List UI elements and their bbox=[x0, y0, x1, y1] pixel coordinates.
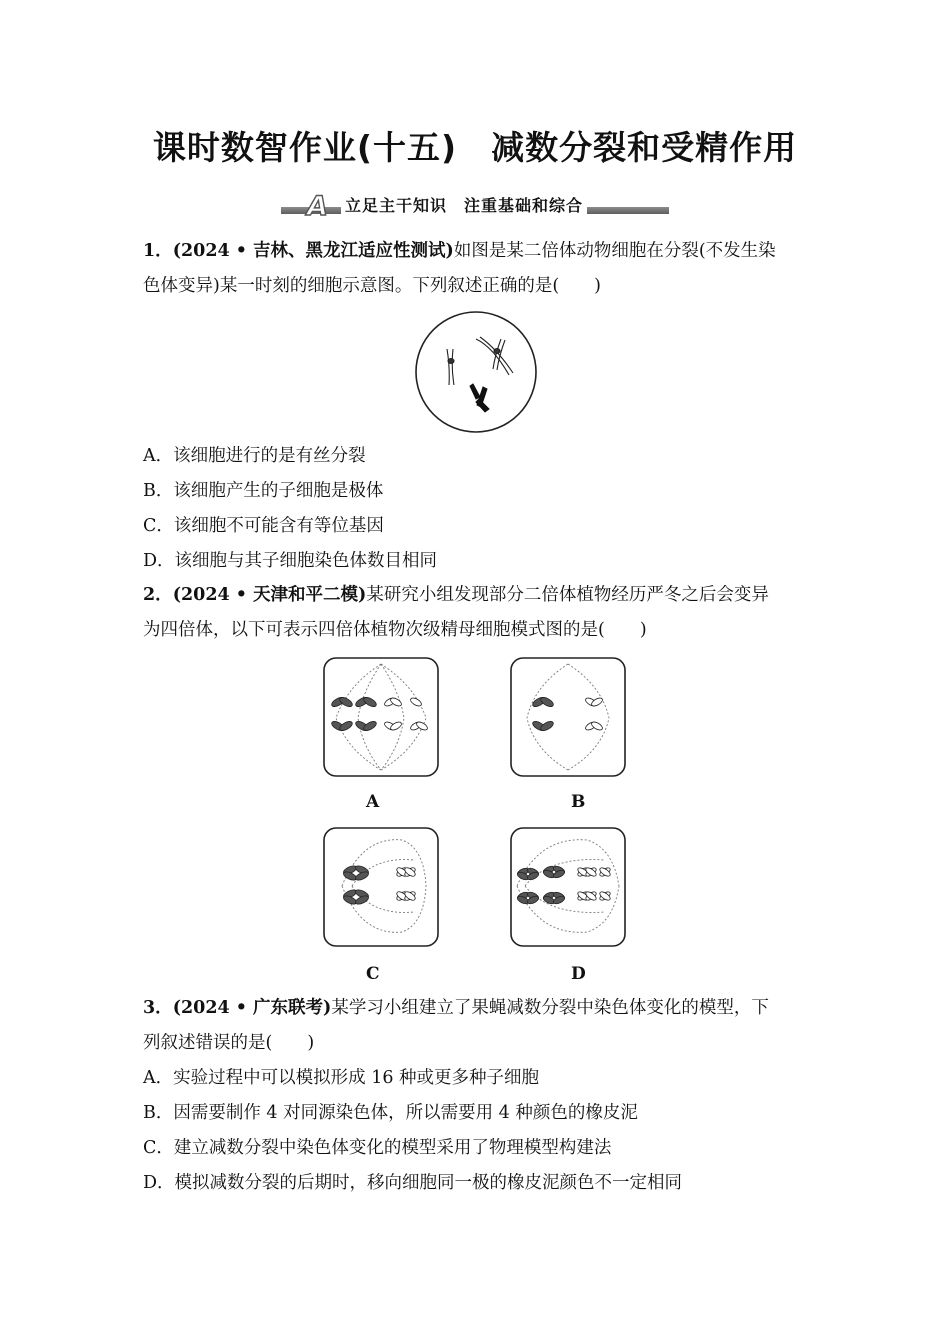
q1-option-b[interactable]: B．该细胞产生的子细胞是极体 bbox=[143, 481, 384, 501]
q2-figure-b bbox=[509, 656, 627, 778]
q3-stem-line1: 某学习小组建立了果蝇减数分裂中染色体变化的模型，下 bbox=[331, 998, 769, 1018]
q1-stem-line2: 色体变异)某一时刻的细胞示意图。下列叙述正确的是( ) bbox=[143, 276, 601, 296]
q3-option-a[interactable]: A．实验过程中可以模拟形成 16 种或更多种子细胞 bbox=[143, 1068, 540, 1088]
q1-number: 1． bbox=[143, 241, 173, 261]
q2-number: 2． bbox=[143, 585, 173, 605]
q3-stem-line2: 列叙述错误的是( ) bbox=[143, 1033, 315, 1053]
q3-stem bbox=[143, 991, 813, 1061]
q1-stem bbox=[143, 234, 813, 304]
cell-membrane bbox=[416, 312, 536, 432]
q2-label-a: A bbox=[366, 792, 380, 812]
q3-number: 3． bbox=[143, 998, 173, 1018]
page-title: 课时数智作业(十五) 减数分裂和受精作用 bbox=[152, 128, 798, 167]
section-banner bbox=[281, 192, 669, 222]
q2-stem-line1: 某研究小组发现部分二倍体植物经历严冬之后会变异 bbox=[366, 585, 769, 605]
q3-options bbox=[143, 1061, 813, 1201]
q1-option-c[interactable]: C．该细胞不可能含有等位基因 bbox=[143, 516, 384, 536]
q1-cell-figure bbox=[413, 309, 539, 435]
q2-figure-d bbox=[509, 826, 627, 948]
q3-source: (2024 • 广东联考) bbox=[172, 998, 332, 1018]
section-label: 立足主干知识 注重基础和综合 bbox=[341, 193, 587, 216]
q3-option-b[interactable]: B．因需要制作 4 对同源染色体，所以需要用 4 种颜色的橡皮泥 bbox=[143, 1103, 638, 1123]
q2-stem-line2: 为四倍体，以下可表示四倍体植物次级精母细胞模式图的是( ) bbox=[143, 620, 647, 640]
q2-source: (2024 • 天津和平二模) bbox=[172, 585, 367, 605]
q2-label-d: D bbox=[571, 964, 586, 984]
q1-source: (2024 • 吉林、黑龙江适应性测试) bbox=[172, 241, 454, 261]
q3-option-d[interactable]: D．模拟减数分裂的后期时，移向细胞同一极的橡皮泥颜色不一定相同 bbox=[143, 1173, 683, 1193]
q1-option-a[interactable]: A．该细胞进行的是有丝分裂 bbox=[143, 446, 366, 466]
q2-figure-a bbox=[322, 656, 440, 778]
q1-options bbox=[143, 439, 813, 579]
q2-label-c: C bbox=[366, 964, 380, 984]
q2-label-b: B bbox=[571, 792, 586, 812]
q2-figure-c bbox=[322, 826, 440, 948]
q2-stem bbox=[143, 578, 813, 648]
q1-stem-line1: 如图是某二倍体动物细胞在分裂(不发生染 bbox=[453, 241, 776, 261]
section-letter: A bbox=[307, 191, 328, 222]
q1-option-d[interactable]: D．该细胞与其子细胞染色体数目相同 bbox=[143, 551, 438, 571]
q3-option-c[interactable]: C．建立减数分裂中染色体变化的模型采用了物理模型构建法 bbox=[143, 1138, 612, 1158]
